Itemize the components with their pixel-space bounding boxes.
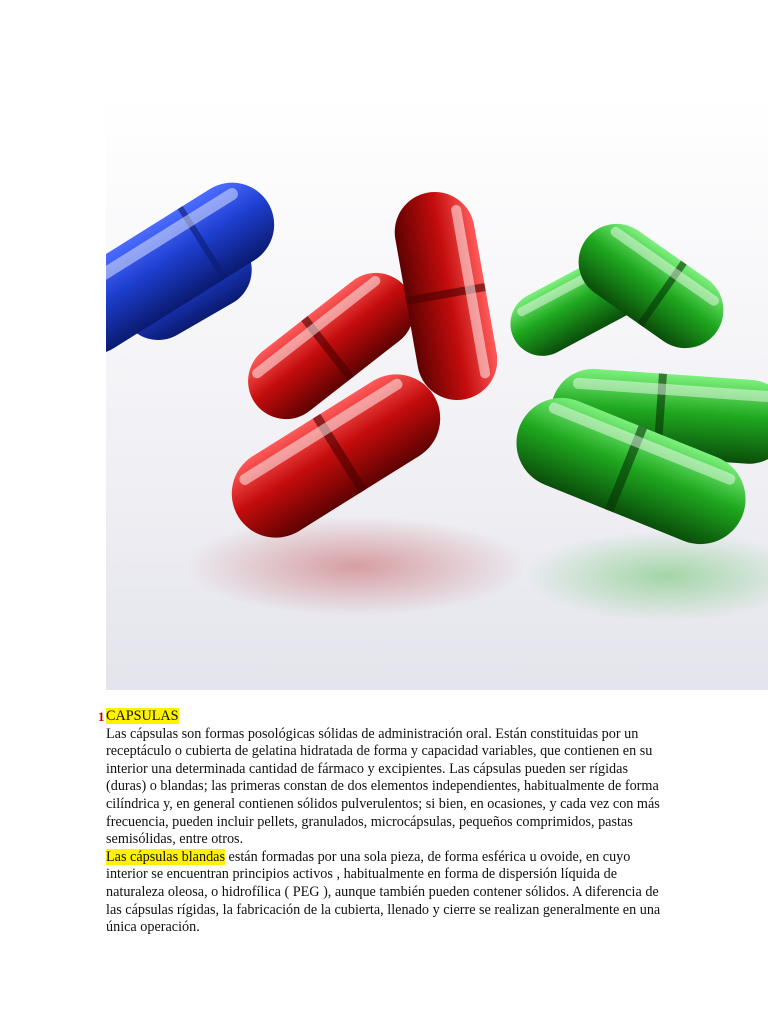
paragraph-soft-capsules-text: están formadas por una sola pieza, de forma esférica u ovoide, en cuyo interior se encuentran principios activos , habitualmente en forma de dispersión líquida de naturaleza oleosa, o hidrofílica ( PEG ), aunque también pueden contener sólidos. A diferencia de las cápsulas rígidas, la fabricación de la cubierta, llenado y cierre se realizan generalmente en una única operación.	[106, 848, 661, 936]
capsules-photo	[106, 96, 768, 690]
paragraph-rigid-capsules: Las cápsulas son formas posológicas sólidas de administración oral. Están constituidas por un receptáculo o cubierta de gelatina hidratada de forma y capacidad variables, que contienen en su interior una determinada cantidad de fármaco y excipientes. Las cápsulas pueden ser rígidas (duras) o blandas; las primeras constan de dos elementos independientes, habitualmente de forma cilíndrica y, en general contienen sólidos pulverulentos; si bien, en ocasiones, y cada vez con más frecuencia, pueden incluir pellets, granulados, microcápsulas, pequeños comprimidos, pastas semisólidas, entre otros.	[106, 725, 660, 848]
highlighted-phrase: Las cápsulas blandas	[106, 848, 225, 865]
section-heading-line	[98, 708, 666, 726]
reference-marker: 1	[98, 709, 105, 724]
paragraph-soft-capsules	[106, 849, 666, 937]
section-heading: CAPSULAS	[106, 708, 179, 724]
document-text	[98, 708, 666, 937]
capsules-illustration	[106, 96, 768, 690]
